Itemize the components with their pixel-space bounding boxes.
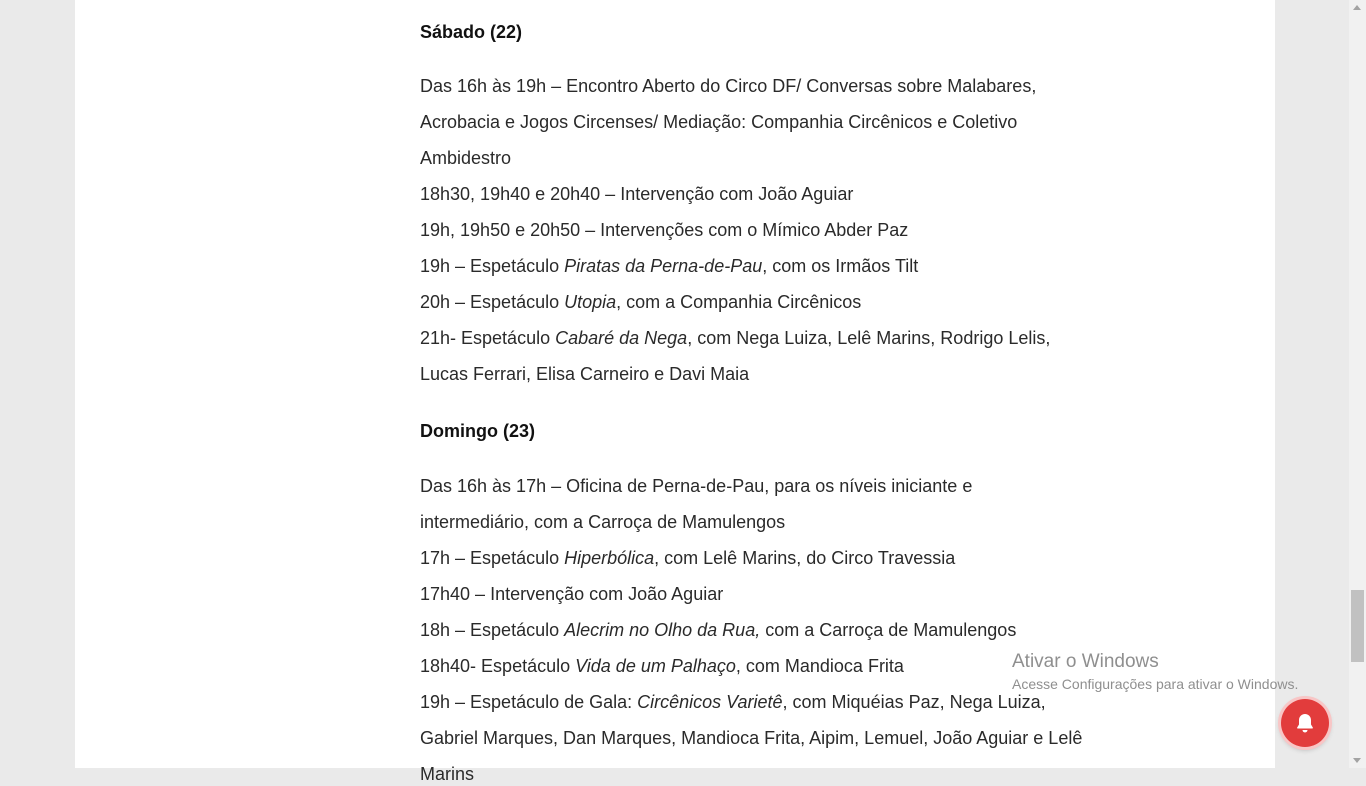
vertical-scrollbar[interactable] (1349, 0, 1366, 768)
schedule-line: 19h – Espetáculo de Gala: Circênicos Varietê, com Miquéias Paz, Nega Luiza, (420, 692, 1046, 712)
schedule-line: 18h40- Espetáculo Vida de um Palhaço, com Mandioca Frita (420, 656, 904, 676)
show-title: Piratas da Perna-de-Pau (564, 256, 763, 276)
schedule-line: Das 16h às 17h – Oficina de Perna-de-Pau, para os níveis iniciante e (420, 476, 973, 496)
schedule-line: Gabriel Marques, Dan Marques, Mandioca Frita, Aipim, Lemuel, João Aguiar e Lelê (420, 728, 1083, 748)
show-title: Utopia (564, 292, 617, 312)
schedule-line: 19h – Espetáculo Piratas da Perna-de-Pau, com os Irmãos Tilt (420, 256, 919, 276)
schedule-line: intermediário, com a Carroça de Mamulengos (420, 512, 786, 532)
schedule-line: 18h30, 19h40 e 20h40 – Intervenção com João Aguiar (420, 184, 854, 204)
show-title: Hiperbólica (564, 548, 655, 568)
scroll-down-arrow-icon[interactable] (1353, 758, 1361, 763)
schedule-line: 19h, 19h50 e 20h50 – Intervenções com o Mímico Abder Paz (420, 220, 909, 240)
notification-bell-button[interactable] (1281, 699, 1329, 747)
schedule-line: 21h- Espetáculo Cabaré da Nega, com Nega Luiza, Lelê Marins, Rodrigo Lelis, (420, 328, 1051, 348)
scroll-up-arrow-icon[interactable] (1353, 5, 1361, 10)
schedule-line: Marins (420, 764, 475, 784)
saturday-heading: Sábado (22) (420, 22, 523, 42)
schedule-line: 17h40 – Intervenção com João Aguiar (420, 584, 724, 604)
bell-icon (1293, 711, 1317, 735)
show-title: Circênicos Varietê (637, 692, 783, 712)
watermark-title: Ativar o Windows (1012, 651, 1159, 672)
windows-activation-watermark (1012, 650, 1298, 694)
schedule-line: Ambidestro (420, 148, 512, 168)
schedule-line: 17h – Espetáculo Hiperbólica, com Lelê Marins, do Circo Travessia (420, 548, 956, 568)
show-title: Cabaré da Nega (555, 328, 688, 348)
sunday-heading: Domingo (23) (420, 421, 535, 441)
schedule-line: Das 16h às 19h – Encontro Aberto do Circo DF/ Conversas sobre Malabares, (420, 76, 1037, 96)
schedule-line: Acrobacia e Jogos Circenses/ Mediação: Companhia Circênicos e Coletivo (420, 112, 1018, 132)
scrollbar-thumb[interactable] (1351, 590, 1364, 662)
schedule-line: 18h – Espetáculo Alecrim no Olho da Rua, com a Carroça de Mamulengos (420, 620, 1017, 640)
watermark-subtitle: Acesse Configurações para ativar o Windows. (1012, 676, 1299, 692)
show-title: Alecrim no Olho da Rua, (564, 620, 761, 640)
schedule-line: Lucas Ferrari, Elisa Carneiro e Davi Maia (420, 364, 750, 384)
schedule-line: 20h – Espetáculo Utopia, com a Companhia Circênicos (420, 292, 862, 312)
show-title: Vida de um Palhaço (575, 656, 736, 676)
